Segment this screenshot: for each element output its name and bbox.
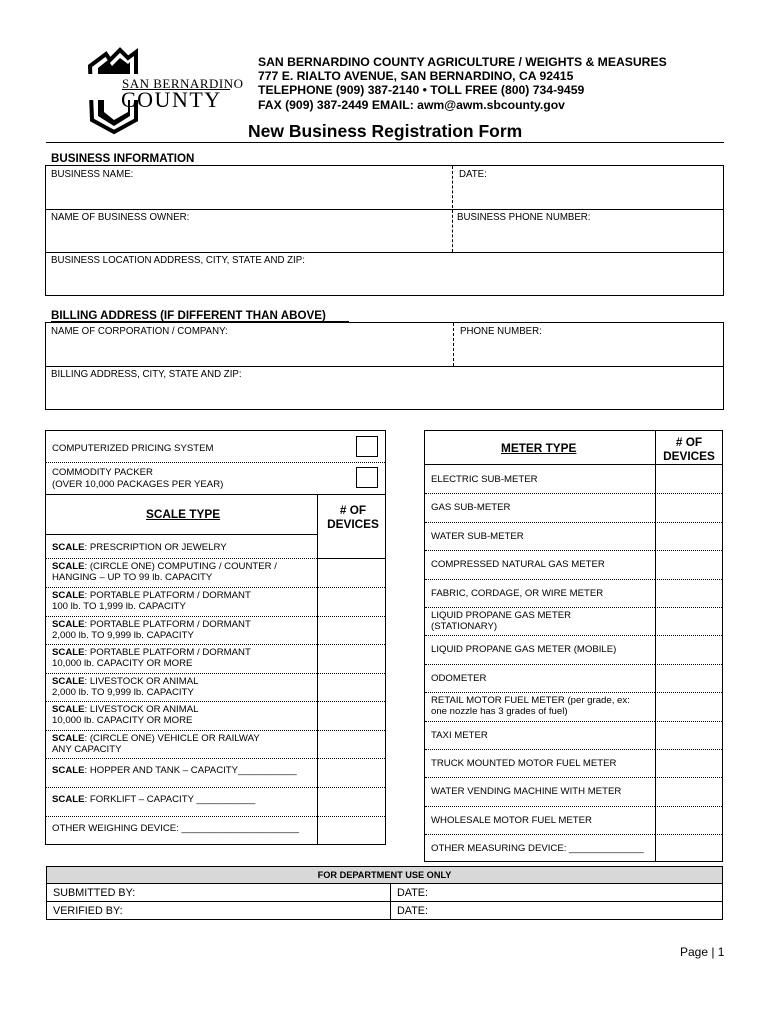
scale-device-count-input[interactable] bbox=[317, 616, 385, 645]
county-logo bbox=[84, 46, 244, 134]
scale-device-count-input[interactable] bbox=[317, 558, 385, 587]
scale-device-count-input[interactable] bbox=[317, 758, 385, 787]
scale-device-count-input[interactable] bbox=[317, 730, 385, 759]
scale-row: SCALE: (CIRCLE ONE) COMPUTING / COUNTER / HANGING – UP TO 99 lb. CAPACITY bbox=[52, 561, 277, 584]
meter-device-count-input[interactable] bbox=[655, 664, 722, 692]
scale-row: SCALE: PORTABLE PLATFORM / DORMANT 100 lb. TO 1,999 lb. CAPACITY bbox=[52, 590, 251, 613]
scale-type-header: SCALE TYPE bbox=[146, 507, 221, 521]
meter-device-count-input[interactable] bbox=[655, 550, 722, 578]
agency-telephone: TELEPHONE (909) 387-2140 • TOLL FREE (800) 734-9459 bbox=[258, 83, 585, 98]
scale-row: SCALE: PORTABLE PLATFORM / DORMANT 2,000 lb. TO 9,999 lb. CAPACITY bbox=[52, 618, 251, 641]
logo-text-line1: SAN BERNARDINO bbox=[122, 76, 244, 91]
owner-name-label: NAME OF BUSINESS OWNER: bbox=[51, 212, 190, 223]
meter-device-count-input[interactable] bbox=[655, 493, 722, 521]
submitted-date-field[interactable] bbox=[391, 884, 723, 902]
date-label: DATE: bbox=[459, 169, 487, 180]
meter-row: FABRIC, CORDAGE, OR WIRE METER bbox=[431, 587, 604, 599]
meter-row: COMPRESSED NATURAL GAS METER bbox=[431, 559, 605, 571]
department-use-header: FOR DEPARTMENT USE ONLY bbox=[47, 867, 723, 884]
scale-device-count-input[interactable] bbox=[317, 587, 385, 616]
billing-phone-label: PHONE NUMBER: bbox=[460, 326, 542, 337]
computerized-pricing-label: COMPUTERIZED PRICING SYSTEM bbox=[52, 443, 214, 454]
verified-date-field[interactable] bbox=[391, 902, 723, 920]
commodity-packer-checkbox[interactable] bbox=[356, 467, 378, 488]
scale-device-count-input[interactable] bbox=[317, 673, 385, 702]
scale-device-count-input[interactable] bbox=[317, 644, 385, 673]
verified-by-label: VERIFIED BY: bbox=[53, 904, 123, 917]
meter-device-count-input[interactable] bbox=[655, 465, 722, 493]
scale-device-count-input[interactable] bbox=[317, 816, 385, 845]
meter-row: ELECTRIC SUB-METER bbox=[431, 474, 538, 485]
meter-device-count-input[interactable] bbox=[655, 749, 722, 777]
logo-text-line2: COUNTY bbox=[121, 87, 222, 112]
meter-device-count-input[interactable] bbox=[655, 522, 722, 550]
submitted-date-label: DATE: bbox=[397, 886, 428, 899]
meter-device-count-input[interactable] bbox=[655, 777, 722, 805]
scale-row: SCALE: PRESCRIPTION OR JEWELRY bbox=[52, 542, 227, 553]
meter-device-count-input[interactable] bbox=[655, 692, 722, 720]
scale-row: SCALE: PORTABLE PLATFORM / DORMANT 10,000 lb. CAPACITY OR MORE bbox=[52, 647, 251, 670]
meter-device-count-input[interactable] bbox=[655, 834, 722, 862]
meter-row: WATER SUB-METER bbox=[431, 530, 524, 542]
meter-row: LIQUID PROPANE GAS METER (STATIONARY) bbox=[431, 610, 572, 633]
meter-type-header: METER TYPE bbox=[501, 441, 577, 455]
meter-row: RETAIL MOTOR FUEL METER (per grade, ex: one nozzle has 3 grades of fuel) bbox=[431, 695, 630, 718]
business-info-heading: BUSINESS INFORMATION bbox=[51, 152, 195, 165]
business-phone-field[interactable] bbox=[452, 209, 723, 252]
business-name-field[interactable] bbox=[46, 166, 450, 209]
billing-address-field[interactable] bbox=[46, 366, 723, 409]
scale-row: SCALE: LIVESTOCK OR ANIMAL 10,000 lb. CAPACITY OR MORE bbox=[52, 704, 199, 727]
scale-device-count-input[interactable] bbox=[317, 787, 385, 816]
business-phone-label: BUSINESS PHONE NUMBER: bbox=[457, 212, 591, 223]
title-divider bbox=[46, 142, 724, 143]
page-number: Page | 1 bbox=[680, 945, 725, 959]
agency-fax-email: FAX (909) 387-2449 EMAIL: awm@awm.sbcounty.gov bbox=[258, 97, 565, 112]
meter-devices-header: # OF DEVICES bbox=[663, 435, 715, 463]
scale-device-count-input[interactable] bbox=[317, 701, 385, 730]
verified-by-field[interactable] bbox=[47, 902, 391, 920]
corporation-name-label: NAME OF CORPORATION / COMPANY: bbox=[51, 326, 228, 337]
billing-address-label: BILLING ADDRESS, CITY, STATE AND ZIP: bbox=[51, 369, 242, 380]
scale-row: SCALE: (CIRCLE ONE) VEHICLE OR RAILWAY ANY CAPACITY bbox=[52, 732, 260, 755]
meter-row: TAXI METER bbox=[431, 729, 488, 741]
date-field[interactable] bbox=[454, 166, 723, 209]
agency-address: 777 E. RIALTO AVENUE, SAN BERNARDINO, CA 92415 bbox=[258, 69, 574, 84]
business-info-box bbox=[45, 165, 724, 296]
scale-row: SCALE: LIVESTOCK OR ANIMAL 2,000 lb. TO 9,999 lb. CAPACITY bbox=[52, 675, 199, 698]
agency-name: SAN BERNARDINO COUNTY AGRICULTURE / WEIGHTS & MEASURES bbox=[258, 55, 667, 69]
meter-table bbox=[424, 430, 723, 862]
form-title: New Business Registration Form bbox=[248, 121, 523, 141]
meter-device-count-input[interactable] bbox=[655, 806, 722, 834]
location-address-label: BUSINESS LOCATION ADDRESS, CITY, STATE AND ZIP: bbox=[51, 255, 305, 266]
meter-device-count-input[interactable] bbox=[655, 721, 722, 749]
billing-heading: BILLING ADDRESS (IF DIFFERENT THAN ABOVE) bbox=[51, 309, 326, 322]
location-address-field[interactable] bbox=[46, 252, 723, 295]
commodity-packer-label: COMMODITY PACKER (OVER 10,000 PACKAGES PER YEAR) bbox=[52, 467, 224, 490]
meter-row: TRUCK MOUNTED MOTOR FUEL METER bbox=[431, 758, 617, 769]
meter-row: OTHER MEASURING DEVICE: ______________ bbox=[431, 843, 644, 855]
corporation-name-field[interactable] bbox=[46, 323, 454, 366]
meter-device-count-input[interactable] bbox=[655, 607, 722, 635]
meter-row: WATER VENDING MACHINE WITH METER bbox=[431, 786, 622, 798]
meter-device-count-input[interactable] bbox=[655, 635, 722, 663]
business-name-label: BUSINESS NAME: bbox=[51, 169, 134, 180]
meter-row: ODOMETER bbox=[431, 672, 487, 684]
scale-row: SCALE: HOPPER AND TANK – CAPACITY___________ bbox=[52, 765, 297, 776]
scale-table bbox=[45, 430, 386, 845]
submitted-by-label: SUBMITTED BY: bbox=[53, 886, 136, 899]
meter-row: GAS SUB-METER bbox=[431, 502, 511, 514]
meter-device-count-input[interactable] bbox=[655, 579, 722, 607]
owner-name-field[interactable] bbox=[46, 209, 450, 252]
scale-row: SCALE: FORKLIFT – CAPACITY ___________ bbox=[52, 794, 256, 805]
submitted-by-field[interactable] bbox=[47, 884, 391, 902]
scale-row: OTHER WEIGHING DEVICE: ______________________ bbox=[52, 822, 299, 834]
billing-box bbox=[45, 322, 724, 410]
scale-devices-header: # OF DEVICES bbox=[327, 503, 379, 531]
meter-row: LIQUID PROPANE GAS METER (MOBILE) bbox=[431, 644, 617, 656]
verified-date-label: DATE: bbox=[397, 904, 428, 917]
meter-row: WHOLESALE MOTOR FUEL METER bbox=[431, 814, 592, 826]
department-use-table bbox=[46, 866, 723, 920]
computerized-pricing-checkbox[interactable] bbox=[356, 436, 378, 457]
billing-phone-field[interactable] bbox=[455, 323, 723, 366]
agency-contact-block bbox=[258, 55, 728, 112]
